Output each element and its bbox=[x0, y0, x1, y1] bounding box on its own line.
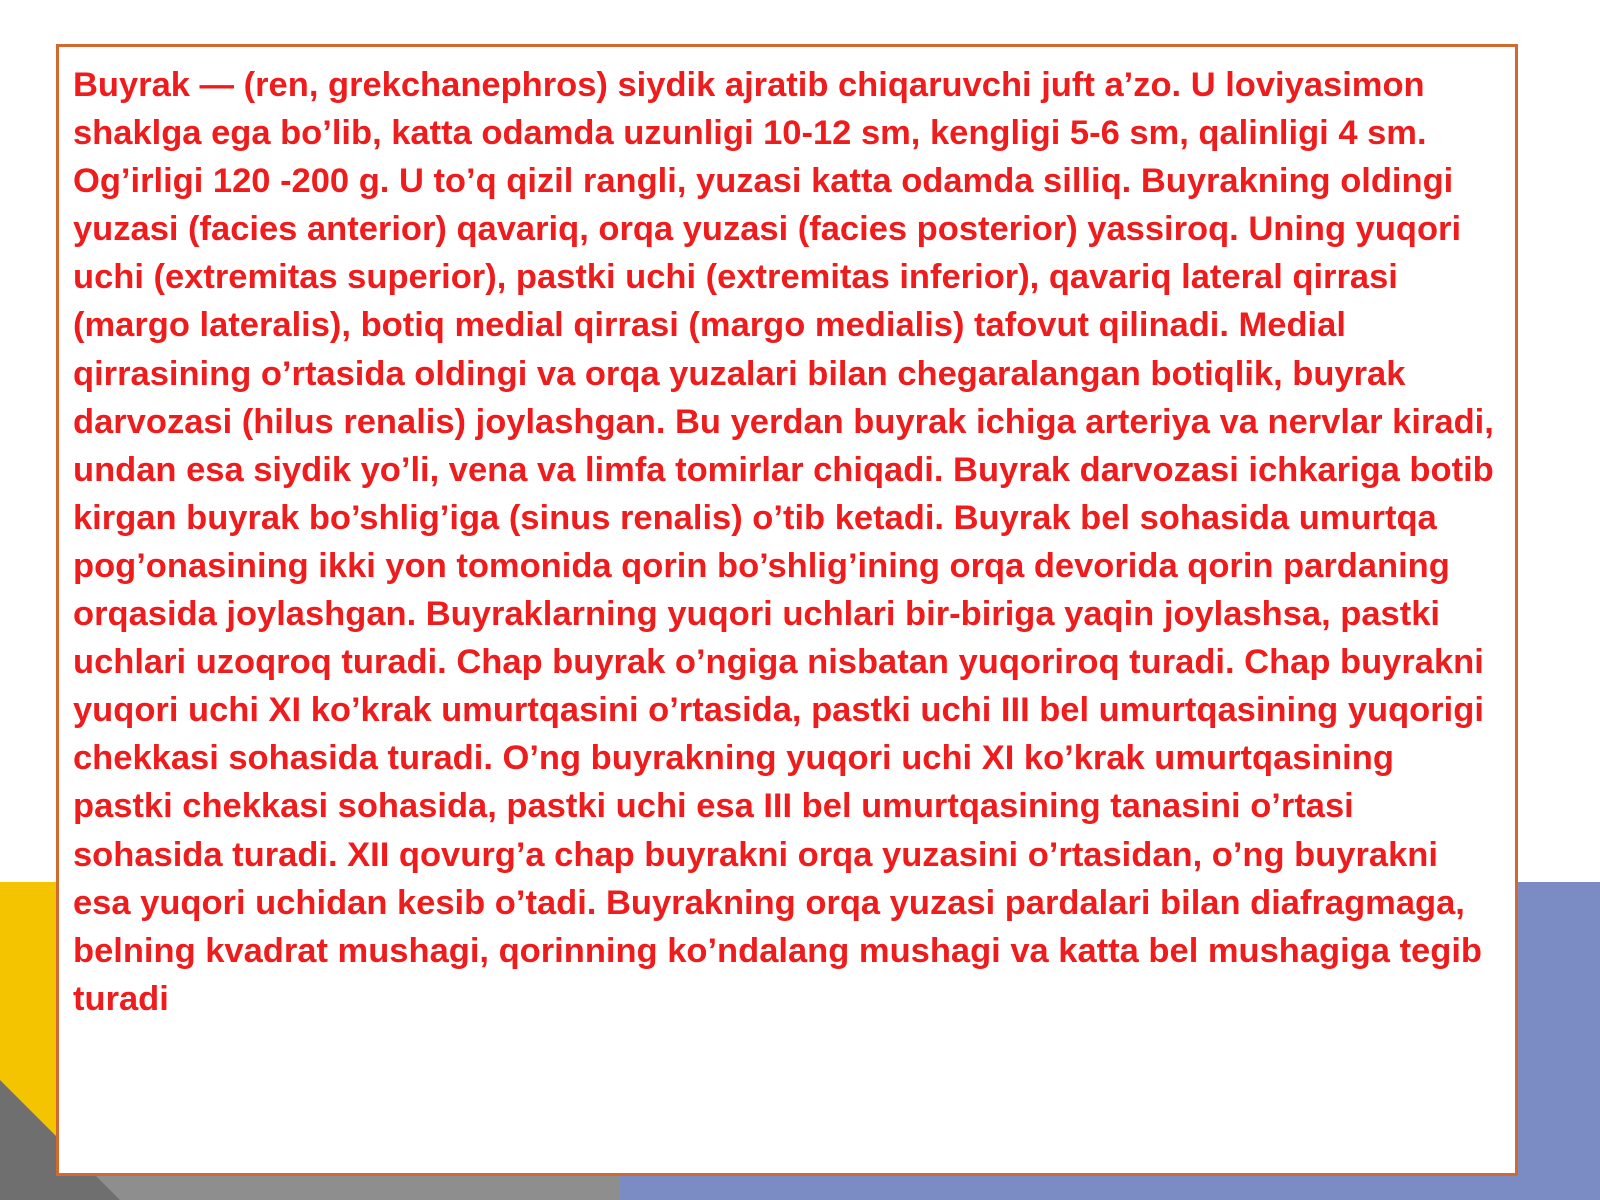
text-box bbox=[56, 44, 1518, 1176]
decorative-bottom-blue-band bbox=[560, 1172, 1600, 1200]
body-paragraph: Buyrak — (ren, grekchanephros) siydik ajratib chiqaruvchi juft a’zo. U loviyasimon shaklga ega bo’lib, katta odamda uzunligi 10-12 sm, kengligi 5-6 sm, qalinligi 4 sm. Og’irligi 120 -200 g. U to’q qizil rangli, yuzasi katta odamda silliq. Buyrakning oldingi yuzasi (facies anterior) qavariq, orqa yuzasi (facies posterior) yassiroq. Uning yuqori uchi (extremitas superior), pastki uchi (extremitas inferior), qavariq lateral qirrasi (margo lateralis), botiq medial qirrasi (margo medialis) tafovut qilinadi. Medial qirrasining o’rtasida oldingi va orqa yuzalari bilan chegaralangan botiqlik, buyrak darvozasi (hilus renalis) joylashgan. Bu yerdan buyrak ichiga arteriya va nervlar kiradi, undan esa siydik yo’li, vena va limfa tomirlar chiqadi. Buyrak darvozasi ichkariga botib kirgan buyrak bo’shlig’iga (sinus renalis) o’tib ketadi. Buyrak bel sohasida umurtqa pog’onasining ikki yon tomonida qorin bo’shlig’ining orqa devorida qorin pardaning orqasida joylashgan. Buyraklarning yuqori uchlari bir-biriga yaqin joylashsa, pastki uchlari uzoqroq turadi. Chap buyrak o’ngiga nisbatan yuqoriroq turadi. Chap buyrakni yuqori uchi XI ko’krak umurtqasini o’rtasida, pastki uchi III bel umurtqasining yuqorigi chekkasi sohasida turadi. O’ng buyrakning yuqori uchi XI ko’krak umurtqasining pastki chekkasi sohasida, pastki uchi esa III bel umurtqasining tanasini o’rtasi sohasida turadi. XII qovurg’a chap buyrakni orqa yuzasini o’rtasidan, o’ng buyrakni esa yuqori uchidan kesib o’tadi. Buyrakning orqa yuzasi pardalari bilan diafragmaga, belning kvadrat mushagi, qorinning ko’ndalang mushagi va katta bel mushagiga tegib turadi bbox=[73, 66, 1494, 1018]
